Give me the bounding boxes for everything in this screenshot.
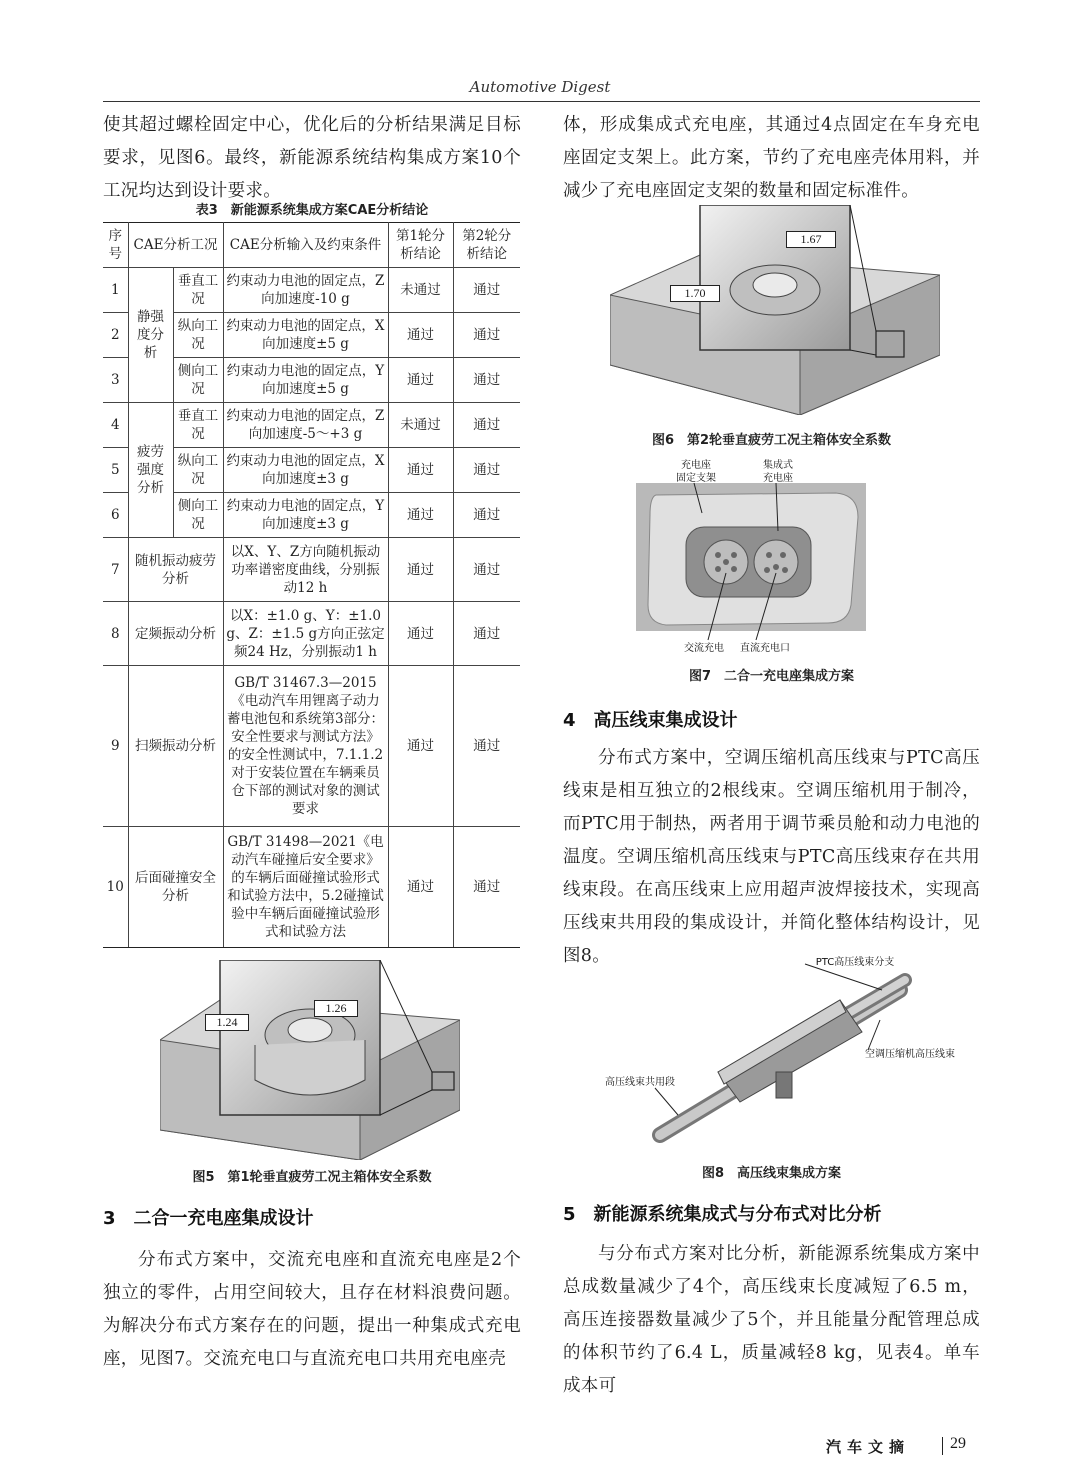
cell-sub: 侧向工况 xyxy=(173,358,223,403)
th-no: 序号 xyxy=(103,223,128,268)
cell-sub: 纵向工况 xyxy=(173,313,223,358)
cell-cond: 约束动力电池的固定点，X向加速度±5 g xyxy=(223,313,388,358)
fig5-callout-a: 1.24 xyxy=(205,1014,249,1031)
left-paragraph-2: 分布式方案中，交流充电座和直流充电座是2个独立的零件，占用空间较大，且存在材料浪费问题。为解决分布式方案存在的问题，提出一种集成式充电座，见图7。交流充电口与直流充电口共用充电座壳 xyxy=(103,1250,521,1369)
footer-journal: 汽车文摘 xyxy=(826,1438,911,1456)
cell-r2: 通过 xyxy=(453,268,520,313)
section-4-heading: 4 高压线束集成设计 xyxy=(563,710,738,731)
table-3-caption: 表3 新能源系统集成方案CAE分析结论 xyxy=(195,203,429,218)
cell-cond: 以X：±1.0 g、Y：±1.0 g、Z：±1.5 g方向正弦定频24 Hz，分别振动1 h xyxy=(223,602,388,666)
cell-cond: 约束动力电池的固定点，Y向加速度±5 g xyxy=(223,358,388,403)
figure-6-caption: 图6 第2轮垂直疲劳工况主箱体安全系数 xyxy=(651,433,892,448)
cell-r1: 通过 xyxy=(388,448,453,493)
cell-r2: 通过 xyxy=(453,448,520,493)
th-case: CAE分析工况 xyxy=(128,223,223,268)
cell-sub: 侧向工况 xyxy=(173,493,223,538)
fig6-callout-b: 1.67 xyxy=(786,231,836,248)
battery-housing-illustration xyxy=(610,205,940,415)
cell-r1: 通过 xyxy=(388,827,453,948)
cell-r1: 未通过 xyxy=(388,403,453,448)
journal-header: Automotive Digest xyxy=(469,78,611,96)
fig7-label-ac: 交流充电 xyxy=(684,643,724,654)
figure-8-caption: 图8 高压线束集成方案 xyxy=(701,1166,842,1181)
cell-cond: GB/T 31467.3—2015《电动汽车用锂离子动力蓄电池包和系统第3部分：安全性要求与测试方法》的安全性测试中，7.1.1.2对于安装位置在车辆乘员仓下部的测试对象的测试要求 xyxy=(223,666,388,827)
cell-r1: 通过 xyxy=(388,313,453,358)
cell-no: 7 xyxy=(103,538,128,602)
cell-no: 3 xyxy=(103,358,128,403)
cell-no: 6 xyxy=(103,493,128,538)
section-3-heading: 3 二合一充电座集成设计 xyxy=(103,1208,314,1229)
cell-case: 后面碰撞安全分析 xyxy=(128,827,223,948)
cell-r1: 通过 xyxy=(388,666,453,827)
cell-no: 10 xyxy=(103,827,128,948)
figure-5 xyxy=(160,960,460,1160)
th-r2: 第2轮分析结论 xyxy=(453,223,520,268)
figure-5-caption: 图5 第1轮垂直疲劳工况主箱体安全系数 xyxy=(192,1170,432,1185)
cell-no: 1 xyxy=(103,268,128,313)
right-paragraph-3: 与分布式方案对比分析，新能源系统集成方案中总成数量减少了4个，高压线束长度减短了6.5 m，高压连接器数量减少了5个，并且能量分配管理总成的体积节约了6.4 L，质量减轻8 kg，见表4。单车成本可 xyxy=(563,1244,980,1396)
right-paragraph-2: 分布式方案中，空调压缩机高压线束与PTC高压线束是相互独立的2根线束。空调压缩机用于制冷，而PTC用于制热，两者用于调节乘员舱和动力电池的温度。空调压缩机高压线束与PTC高压线束存在共用线束段。在高压线束上应用超声波焊接技术，实现高压线束共用段的集成设计，并简化整体结构设计，见图8。 xyxy=(563,748,980,966)
cell-r2: 通过 xyxy=(453,313,520,358)
cell-cond: 约束动力电池的固定点，Z向加速度-5～+3 g xyxy=(223,403,388,448)
fig7-label-integrated: 集成式 充电座 xyxy=(763,460,793,484)
cell-no: 2 xyxy=(103,313,128,358)
fig7-label-dc: 直流充电口 xyxy=(740,643,790,654)
cell-r1: 通过 xyxy=(388,358,453,403)
left-paragraph-1: 使其超过螺栓固定中心，优化后的分析结果满足目标要求，见图6。最终，新能源系统结构集成方案10个工况均达到设计要求。 xyxy=(103,115,521,201)
cell-no: 9 xyxy=(103,666,128,827)
cell-r2: 通过 xyxy=(453,403,520,448)
cell-r1: 通过 xyxy=(388,538,453,602)
fig8-label-ac-compressor: 空调压缩机高压线束 xyxy=(865,1049,955,1060)
cell-cond: 约束动力电池的固定点，Y向加速度±3 g xyxy=(223,493,388,538)
th-cond: CAE分析输入及约束条件 xyxy=(223,223,388,268)
figure-8 xyxy=(600,950,970,1150)
cell-sub: 纵向工况 xyxy=(173,448,223,493)
cell-case: 定频振动分析 xyxy=(128,602,223,666)
battery-housing-illustration xyxy=(160,960,460,1160)
section-5-heading: 5 新能源系统集成式与分布式对比分析 xyxy=(563,1204,882,1225)
cell-cond: 约束动力电池的固定点，Z向加速度-10 g xyxy=(223,268,388,313)
fig5-callout-b: 1.26 xyxy=(314,1000,358,1017)
cell-sub: 垂直工况 xyxy=(173,403,223,448)
cell-cond: GB/T 31498—2021《电动汽车碰撞后安全要求》的车辆后面碰撞试验形式和试验方法中，5.2碰撞试验中车辆后面碰撞试验形式和试验方法 xyxy=(223,827,388,948)
cell-case: 扫频振动分析 xyxy=(128,666,223,827)
right-paragraph-1: 体，形成集成式充电座，其通过4点固定在车身充电座固定支架上。此方案，节约了充电座壳体用料，并减少了充电座固定支架的数量和固定标准件。 xyxy=(563,115,980,201)
cell-sub: 垂直工况 xyxy=(173,268,223,313)
cell-no: 8 xyxy=(103,602,128,666)
cell-r2: 通过 xyxy=(453,666,520,827)
group-fatigue-strength: 疲劳强度分析 xyxy=(128,403,173,538)
cell-cond: 以X、Y、Z方向随机振动功率谱密度曲线，分别振动12 h xyxy=(223,538,388,602)
cell-no: 5 xyxy=(103,448,128,493)
cell-r2: 通过 xyxy=(453,358,520,403)
cell-r1: 通过 xyxy=(388,493,453,538)
cae-analysis-table xyxy=(103,222,520,948)
fig6-callout-a: 1.70 xyxy=(670,285,720,302)
cell-r2: 通过 xyxy=(453,602,520,666)
fig8-label-shared: 高压线束共用段 xyxy=(605,1077,675,1088)
cell-r2: 通过 xyxy=(453,538,520,602)
th-r1: 第1轮分析结论 xyxy=(388,223,453,268)
cell-r1: 通过 xyxy=(388,602,453,666)
fig7-label-bracket: 充电座 固定支架 xyxy=(676,460,716,484)
cell-r1: 未通过 xyxy=(388,268,453,313)
cell-r2: 通过 xyxy=(453,493,520,538)
cell-case: 随机振动疲劳分析 xyxy=(128,538,223,602)
figure-7-caption: 图7 二合一充电座集成方案 xyxy=(688,669,855,684)
figure-7 xyxy=(636,455,866,655)
charging-port-illustration xyxy=(636,455,866,655)
cell-cond: 约束动力电池的固定点，X向加速度±3 g xyxy=(223,448,388,493)
cell-r2: 通过 xyxy=(453,827,520,948)
page-number: 29 xyxy=(950,1435,966,1452)
footer-divider xyxy=(942,1437,943,1455)
group-static-strength: 静强度分析 xyxy=(128,268,173,403)
figure-6 xyxy=(610,205,940,415)
fig8-label-ptc-branch: PTC高压线束分支 xyxy=(815,957,895,968)
header-rule xyxy=(103,101,980,102)
cell-no: 4 xyxy=(103,403,128,448)
